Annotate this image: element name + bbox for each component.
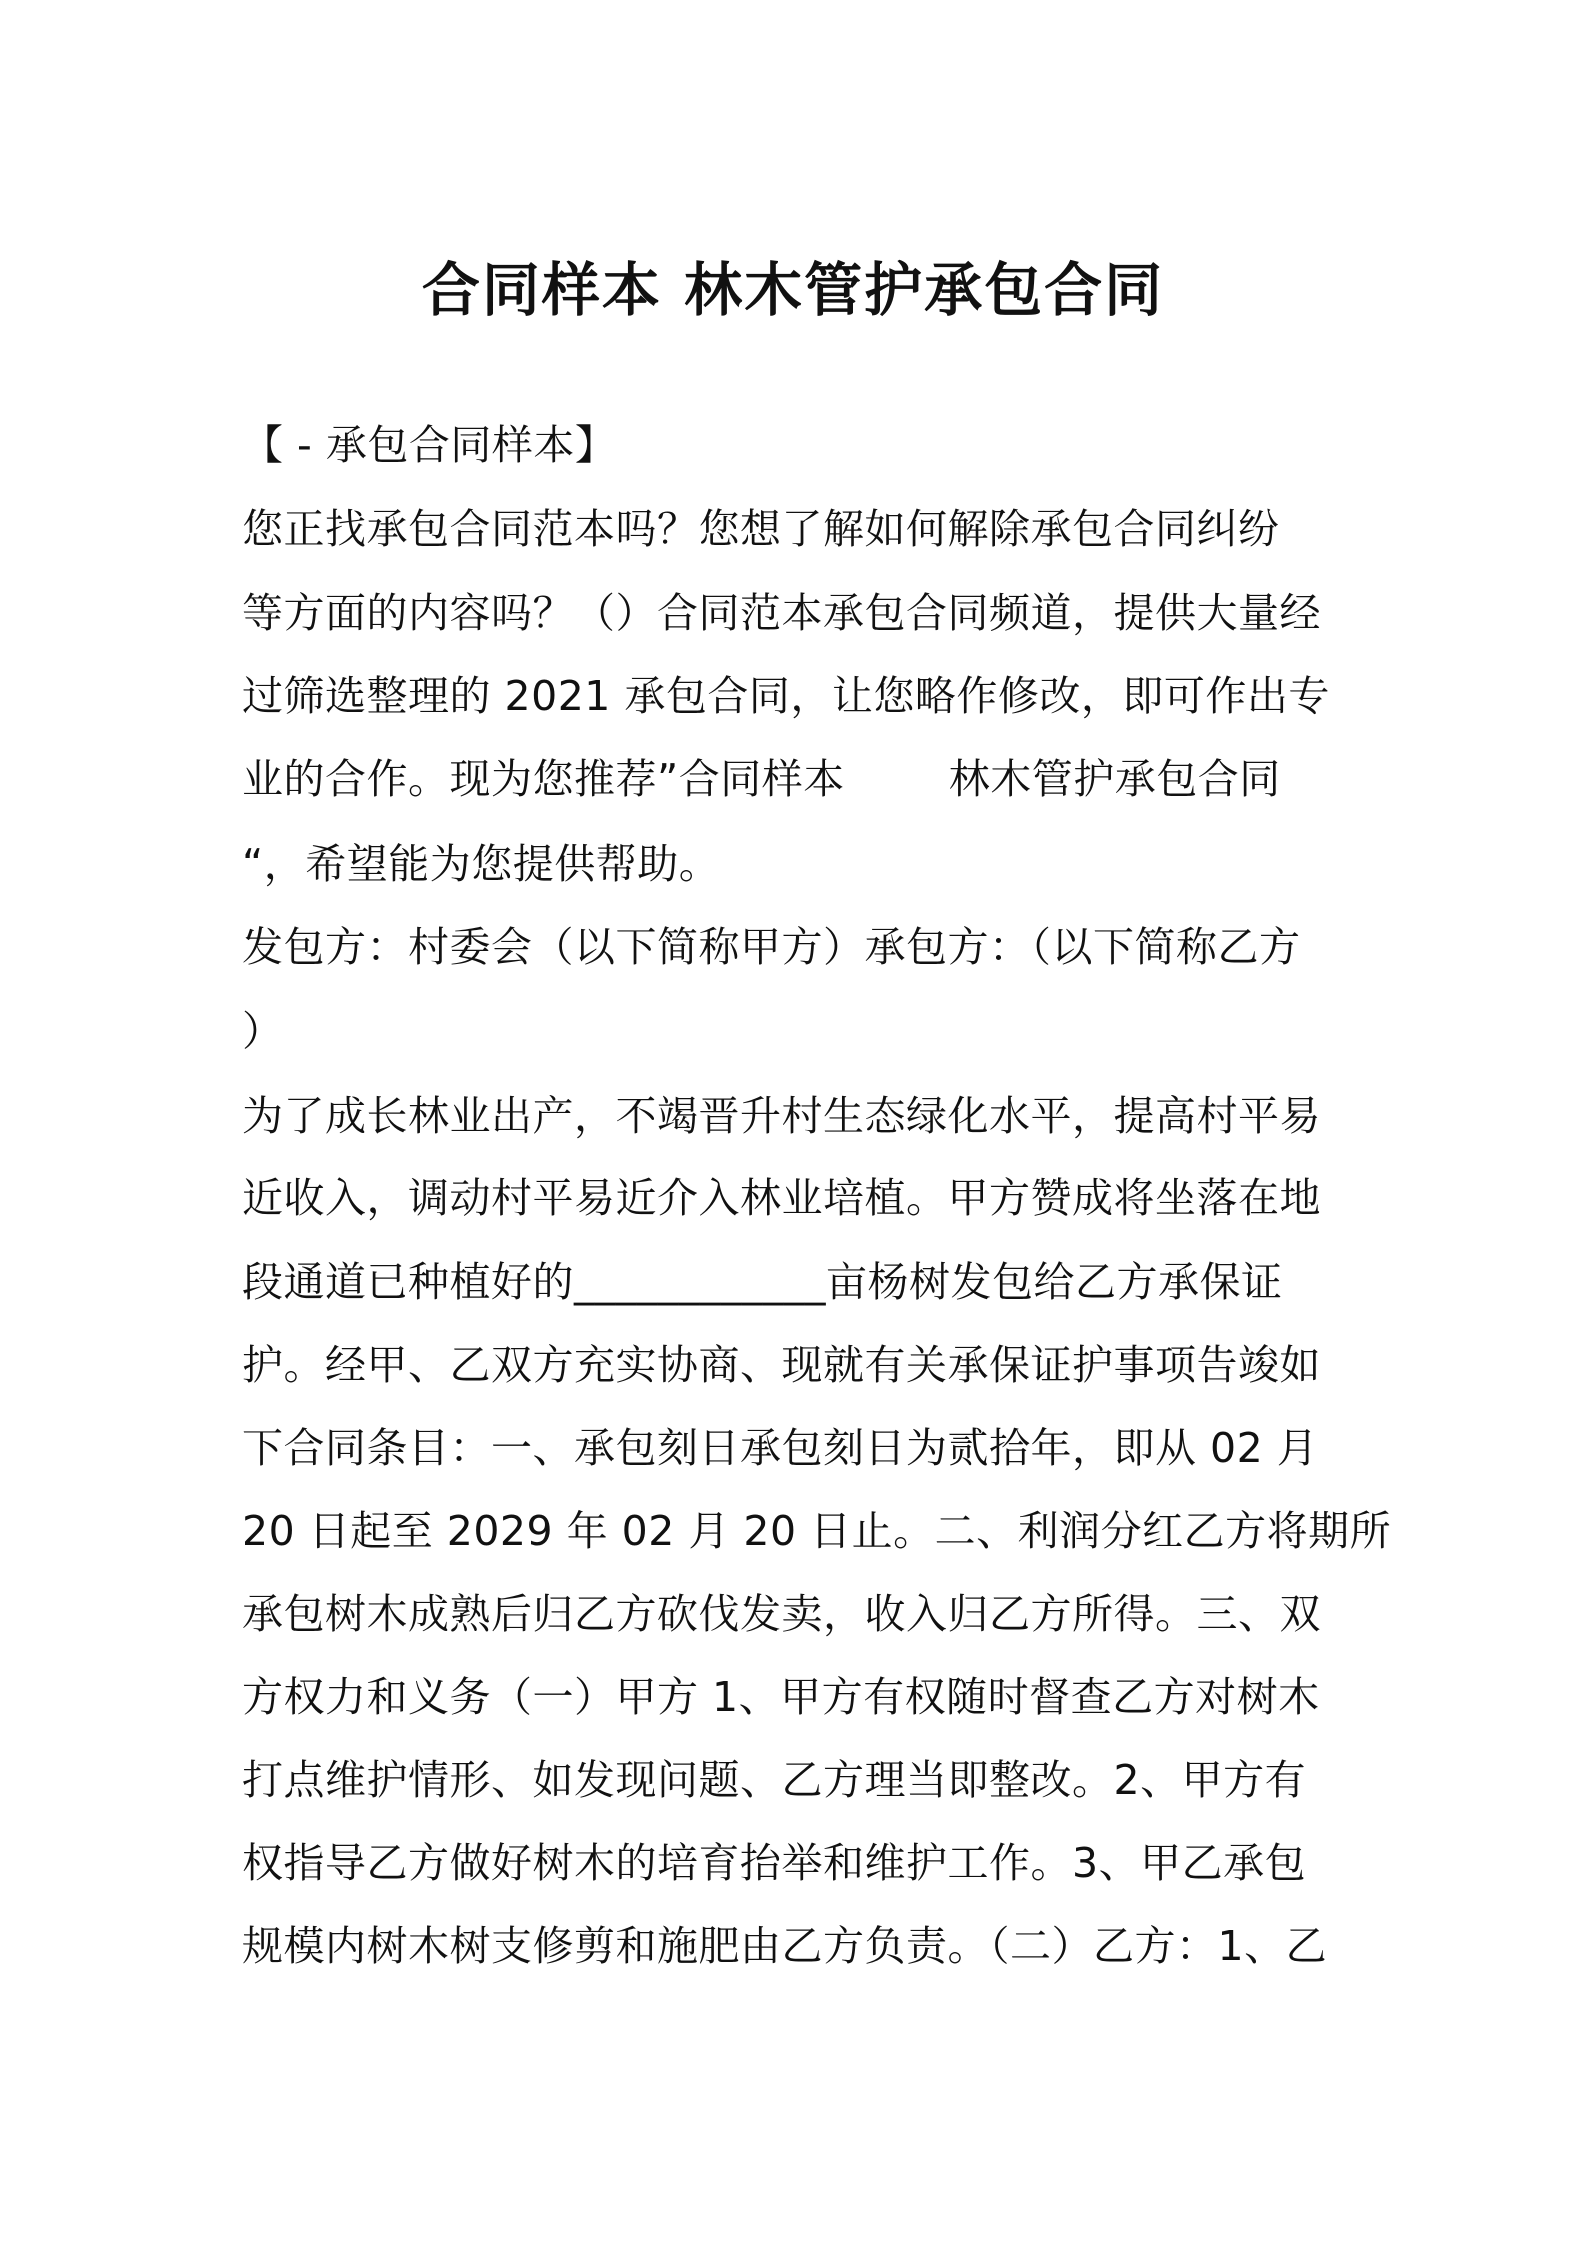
paragraph-line: 承包树木成熟后归乙方砍伐发卖，收入归乙方所得。三、双 (242, 1590, 1321, 1638)
paragraph-line: 您正找承包合同范本吗？您想了解如何解除承包合同纠纷 (242, 505, 1280, 553)
paragraph-line: 规模内树木树支修剪和施肥由乙方负责。（二）乙方：1、乙 (242, 1922, 1328, 1970)
paragraph-line: 为了成长林业出产，不竭晋升村生态绿化水平，提高村平易 (242, 1092, 1321, 1140)
paragraph-line: 段通道已种植好的____________亩杨树发包给乙方承保证 (242, 1258, 1283, 1306)
paragraph-line: 发包方：村委会（以下简称甲方）承包方：（以下简称乙方 (242, 923, 1301, 971)
paragraph-line: 20 日起至 2029 年 02 月 20 日止。二、利润分红乙方将期所 (242, 1507, 1392, 1555)
paragraph-line: 护。经甲、乙双方充实协商、现就有关承保证护事项告竣如 (242, 1341, 1321, 1389)
paragraph-line: 过筛选整理的 2021 承包合同，让您略作修改，即可作出专 (242, 672, 1330, 720)
paragraph-line-part: 业的合作。现为您推荐”合同样本 (242, 755, 845, 803)
paragraph-line: 方权力和义务（一）甲方 1、甲方有权随时督查乙方对树木 (242, 1673, 1320, 1721)
paragraph-line: 打点维护情形、如发现问题、乙方理当即整改。2、甲方有 (242, 1756, 1307, 1804)
paragraph-line: 权指导乙方做好树木的培育抬举和维护工作。3、甲乙承包 (242, 1839, 1307, 1887)
document-title: 合同样本 林木管护承包合同 (421, 256, 1165, 324)
section-heading: 【 - 承包合同样本】 (242, 421, 617, 469)
paragraph-line-part: 林木管护承包合同 (948, 755, 1281, 803)
paragraph-line: “，希望能为您提供帮助。 (242, 840, 721, 888)
paragraph-line: ） (242, 1007, 284, 1055)
paragraph-line: 下合同条目：一、承包刻日承包刻日为贰拾年，即从 02 月 (242, 1424, 1319, 1472)
paragraph-line: 近收入，调动村平易近介入林业培植。甲方赞成将坐落在地 (242, 1174, 1321, 1222)
paragraph-line (242, 749, 1354, 809)
paragraph-line: 等方面的内容吗？（）合同范本承包合同频道，提供大量经 (242, 589, 1321, 637)
